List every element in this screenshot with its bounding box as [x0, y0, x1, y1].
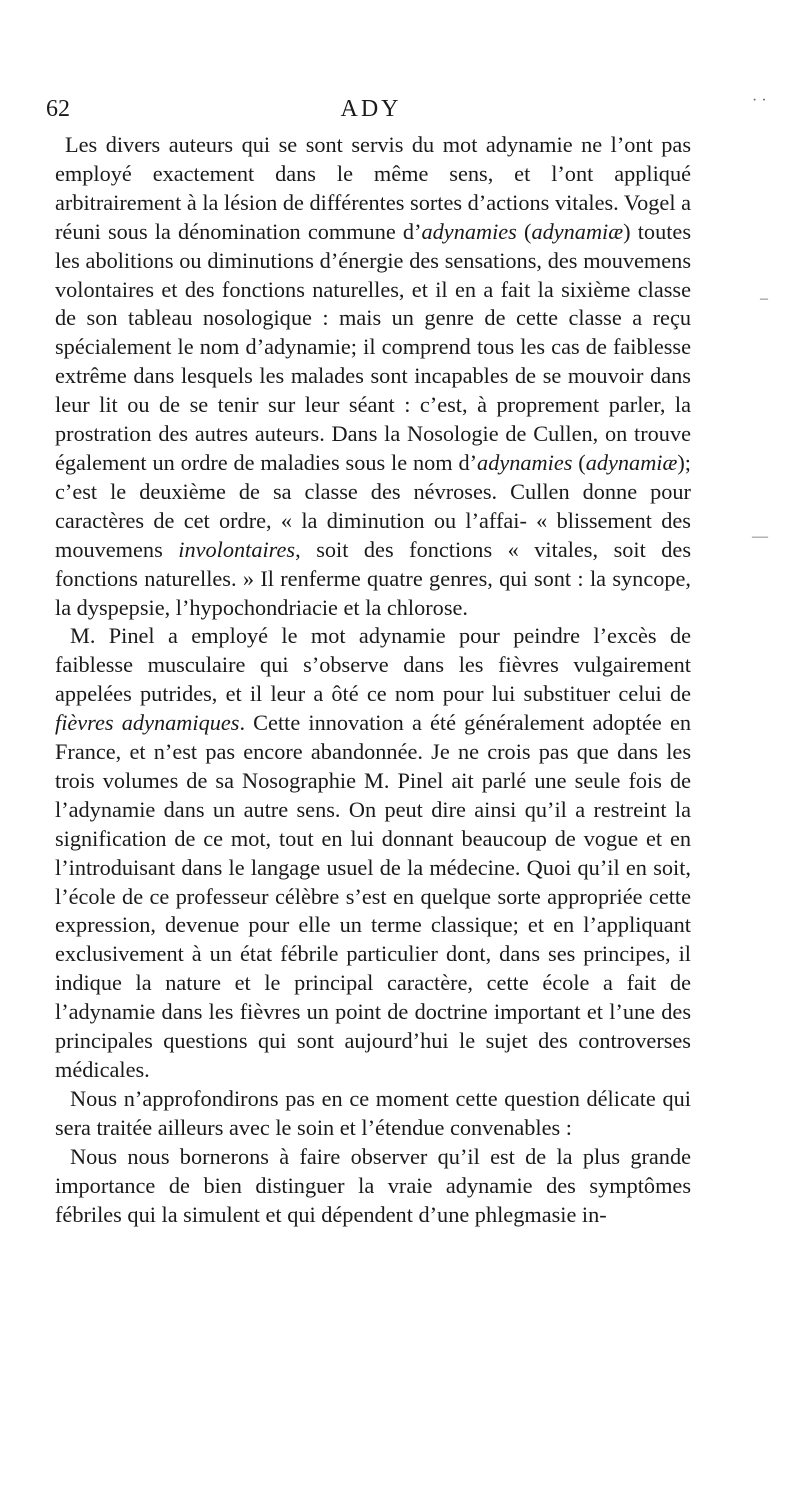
italic-term: adynamiæ	[585, 449, 678, 475]
text-segment: Nous nous bornerons à faire observer qu’il est de la plus grande importance de bien distinguer la vraie adynamie des symptômes fébriles qui la simulent et qui dépendent d’une phlegmasie in-	[55, 1143, 691, 1227]
text-segment: . Cette innovation a été généralement adoptée en France, et n’est pas encore abandonnée. Je ne crois pas que dans les trois volumes de sa Nosographie M. Pinel ait parlé une seule fois de l’adynamie dans un autre sens. On peut dire ainsi qu’il a restreint la signification de ce mot, tout en lui donnant beaucoup de vogue et en l’introduisant dans le langage usuel de la médecine. Quoi qu’il en soit, l’école de ce professeur célèbre s’est en quelque sorte appropriée cette expression, devenue pour elle un terme classique; et en l’appliquant exclusivement à un état fébrile particulier dont, dans ses principes, il indique la nature et le principal caractère, cette école a fait de l’adynamie dans les fièvres un point de doctrine important et l’une des principales questions qui sont aujourd’hui le sujet des controverses médicales.	[55, 710, 691, 1082]
text-segment: ) toutes les abolitions ou diminutions d’énergie des sensations, des mouvemens volontaires et des fonctions naturelles, et il en a fait la sixième classe de son tableau nosologique : mais un genre de cette classe a reçu spécialement le nom d’adynamie; il comprend tous les cas de faiblesse extrême dans lesquels les malades sont incapables de se mouvoir dans leur lit ou de se tenir sur leur séant : c’est, à proprement parler, la prostration des autres auteurs. Dans la Nosologie de Cullen, on trouve également un ordre de maladies sous le nom d’	[55, 218, 691, 475]
page-header	[46, 96, 696, 130]
margin-speck: · ·	[752, 92, 767, 109]
italic-term: adynamiæ	[531, 218, 624, 244]
margin-speck: —	[752, 528, 768, 545]
margin-speck: –	[760, 290, 768, 307]
running-head: ADY	[340, 96, 402, 122]
text-segment: (	[516, 218, 532, 244]
italic-term: adynamies	[477, 449, 573, 475]
body-text	[55, 131, 691, 1229]
text-segment: ); c’est le deuxième de sa classe des névroses. Cullen donne pour caractères de cet ordre, « la diminution ou l’affai- « blissement des mouvemens	[55, 449, 691, 562]
italic-term: adynamies	[421, 218, 517, 244]
text-segment: Nous n’approfondirons pas en ce moment cette question délicate qui sera traitée ailleurs avec le soin et l’étendue convenables :	[55, 1085, 691, 1140]
text-segment: , soit des fonctions « vitales, soit des fonctions naturelles. » Il renferme quatre genres, qui sont : la syncope, la dyspepsie, l’hypochondriacie et la chlorose.	[55, 536, 692, 620]
text-segment: Les divers auteurs qui se sont servis du mot adynamie ne l’ont pas employé exactement dans le même sens, et l’ont appliqué arbitrairement à la lésion de différentes sortes d’actions vitales. Vogel a réuni sous la dénomination commune d’	[55, 132, 691, 244]
paragraph-4	[55, 1143, 691, 1230]
italic-term: involontaires	[178, 536, 296, 562]
paragraph-3	[55, 1085, 691, 1143]
page-number: 62	[46, 96, 70, 122]
text-segment: (	[572, 449, 586, 475]
text-segment: M. Pinel a employé le mot adynamie pour peindre l’excès de faiblesse musculaire qui s’observe dans les fièvres vulgairement appelées putrides, et il leur a ôté ce nom pour lui substituer celui de	[55, 623, 691, 707]
italic-term: fièvres adynamiques	[55, 710, 240, 736]
paragraph-1	[55, 131, 691, 622]
paragraph-2	[55, 622, 691, 1085]
